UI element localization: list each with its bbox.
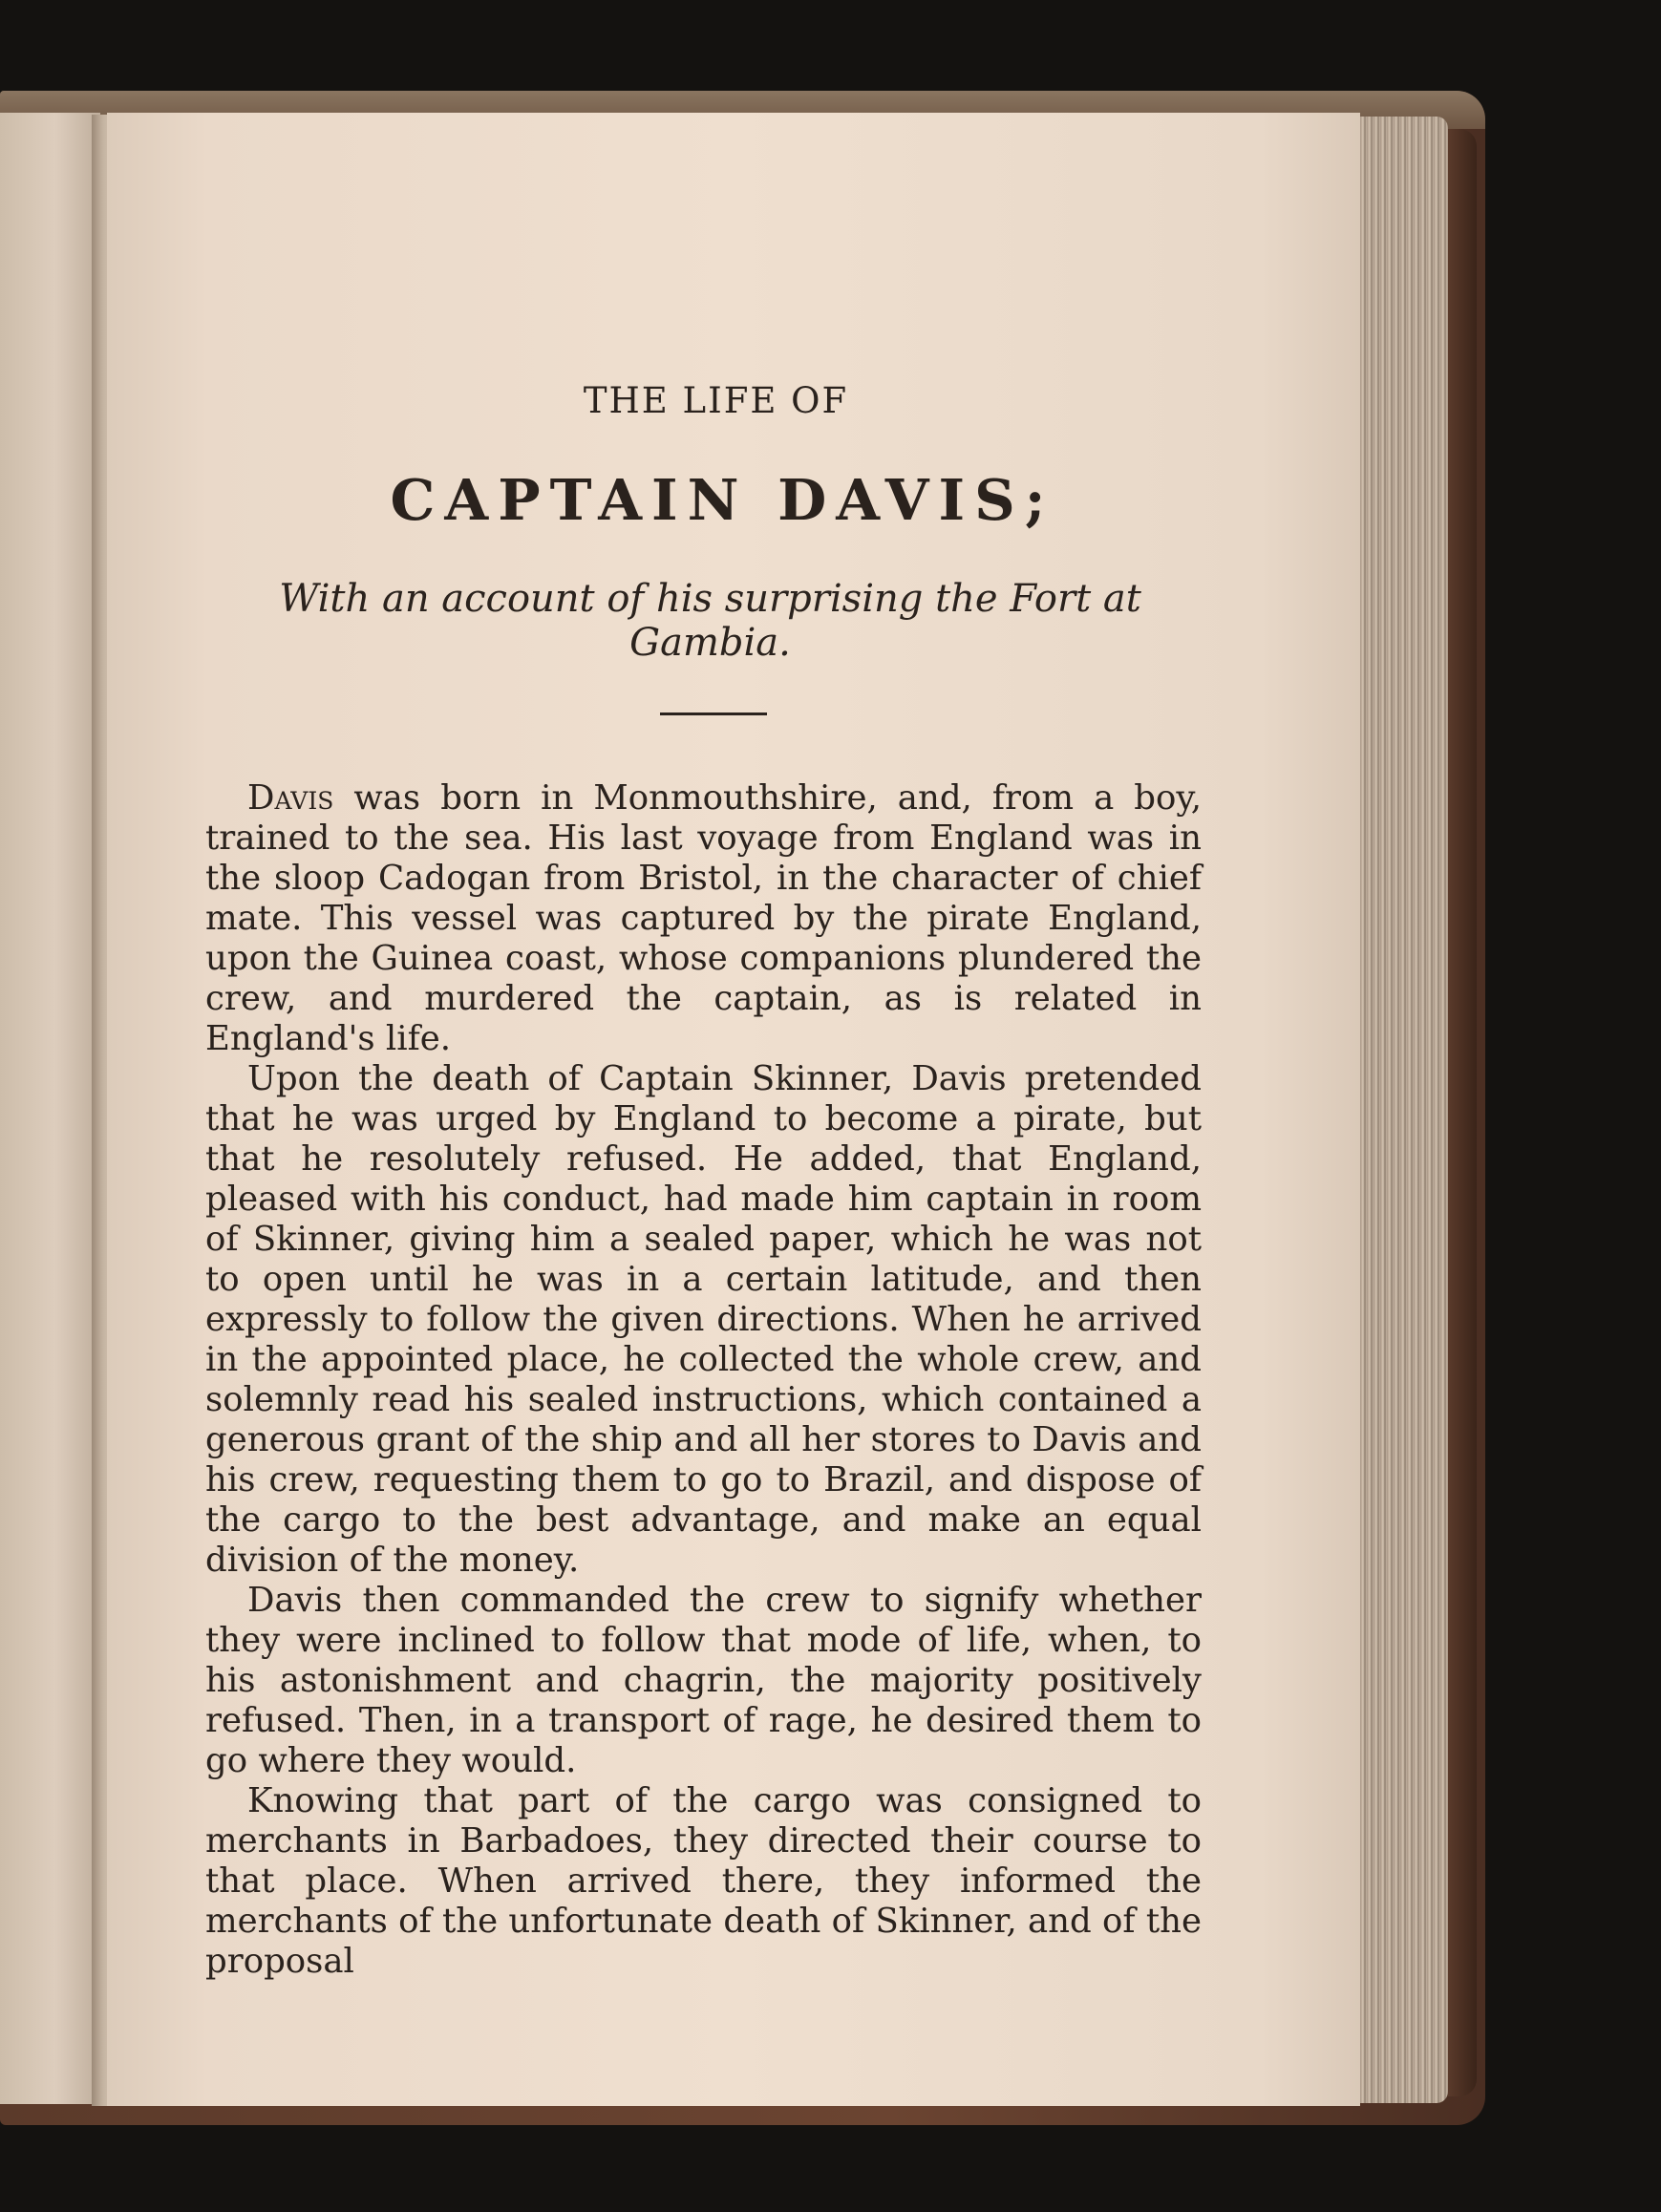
paragraph-1 bbox=[205, 778, 1202, 1059]
chapter-heading-small: THE LIFE OF bbox=[583, 380, 849, 421]
chapter-heading-title: CAPTAIN DAVIS; bbox=[390, 467, 1055, 533]
paragraph-1-text: was born in Monmouthshire, and, from a boy, trained to the sea. His last voyage from England was in the sloop Cadogan from Bristol, in the character of chief mate. This vessel was captured by the pirate England, upon the Guinea coast, whose companions plundered the crew, and murdered the captain, as is related in England's life. bbox=[205, 778, 1202, 1058]
left-page-edge bbox=[0, 113, 100, 2104]
chapter-subtitle: With an account of his surprising the Fort at Gambia. bbox=[279, 577, 1141, 665]
paragraph-2: Upon the death of Captain Skinner, Davis pretended that he was urged by England to become a pirate, but that he resolutely refused. He added, that England, pleased with his conduct, had made him captain in room of Skinner, giving him a sealed paper, which he was not to open until he was in a certain latitude, and then expressly to follow the given directions. When he arrived in the appointed place, he collected the whole crew, and solemnly read his sealed instructions, which contained a generous grant of the ship and all her stores to Davis and his crew, requesting them to go to Brazil, and dispose of the cargo to the best advantage, and make an equal division of the money. bbox=[205, 1059, 1202, 1580]
cover-edge bbox=[1448, 129, 1477, 2096]
page-text bbox=[205, 380, 1202, 1982]
page-block-edges bbox=[1360, 117, 1448, 2103]
section-rule bbox=[660, 713, 767, 715]
paragraph-3: Davis then commanded the crew to signify whether they were inclined to follow that mode of life, when, to his astonishment and chagrin, the majority positively refused. Then, in a transport of rage, he desired them to go where they would. bbox=[205, 1581, 1202, 1780]
opening-word: Davis bbox=[247, 778, 334, 818]
paragraph-4: Knowing that part of the cargo was consigned to merchants in Barbadoes, they directed their course to that place. When arrived there, they informed the merchants of the unfortunate death of Skinner, and of the proposal bbox=[205, 1781, 1202, 1981]
